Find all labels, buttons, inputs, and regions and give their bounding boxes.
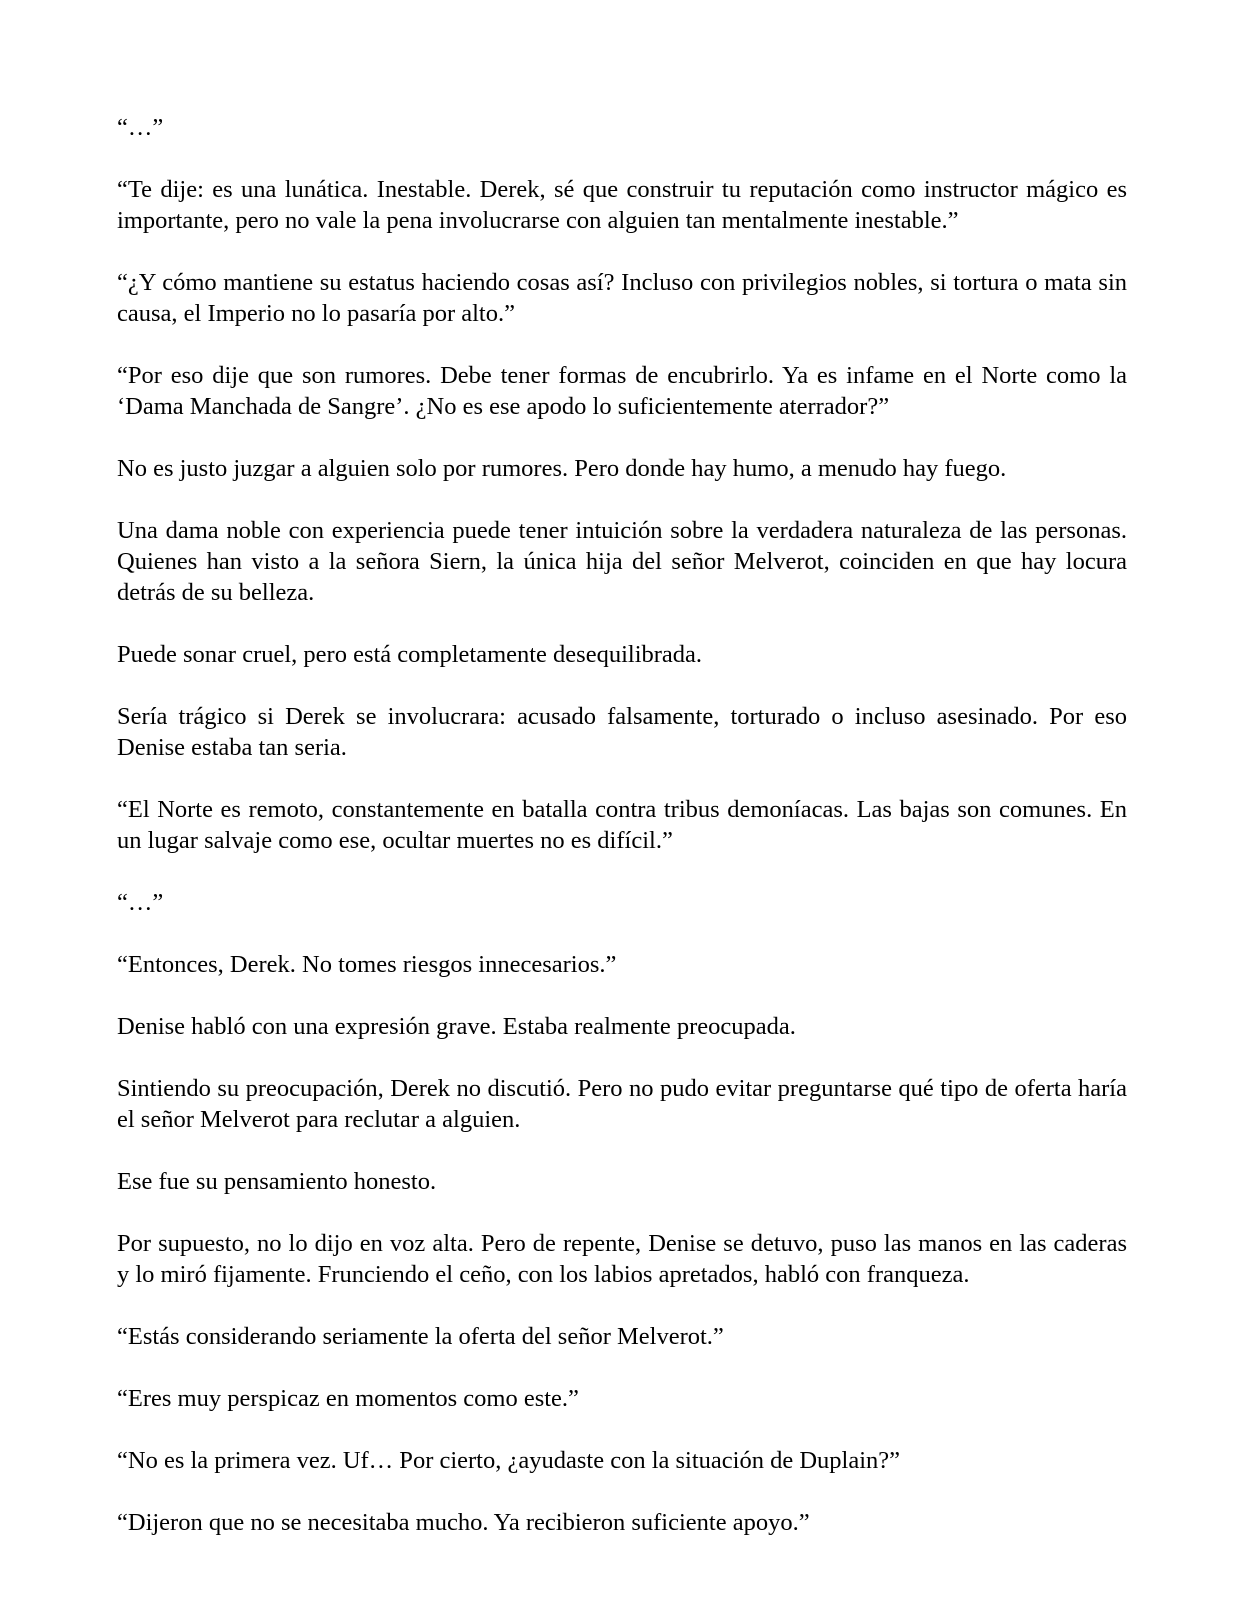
paragraph-7: Puede sonar cruel, pero está completamente desequilibrada. xyxy=(117,641,703,668)
paragraph-14: Ese fue su pensamiento honesto. xyxy=(117,1168,437,1195)
paragraph-18: “No es la primera vez. Uf… Por cierto, ¿ayudaste con la situación de Duplain?” xyxy=(117,1447,901,1474)
paragraph-9: “El Norte es remoto, constantemente en batalla contra tribus demoníacas. Las bajas son comunes. En un lugar salvaje como ese, ocultar muertes no es difícil.” xyxy=(117,796,1127,854)
paragraph-12: Denise habló con una expresión grave. Estaba realmente preocupada. xyxy=(117,1013,796,1040)
paragraph-10: “…” xyxy=(117,889,164,916)
paragraph-4: “Por eso dije que son rumores. Debe tener formas de encubrirlo. Ya es infame en el Norte como la ‘Dama Manchada de Sangre’. ¿No es ese apodo lo suficientemente aterrador?” xyxy=(117,362,1127,420)
paragraph-3: “¿Y cómo mantiene su estatus haciendo cosas así? Incluso con privilegios nobles, si tortura o mata sin causa, el Imperio no lo pasaría por alto.” xyxy=(117,269,1127,327)
paragraph-16: “Estás considerando seriamente la oferta del señor Melverot.” xyxy=(117,1323,724,1350)
paragraph-2: “Te dije: es una lunática. Inestable. Derek, sé que construir tu reputación como instructor mágico es importante, pero no vale la pena involucrarse con alguien tan mentalmente inestable.” xyxy=(117,176,1127,234)
paragraph-1: “…” xyxy=(117,114,164,141)
document-page xyxy=(117,112,1127,1538)
paragraph-19: “Dijeron que no se necesitaba mucho. Ya recibieron suficiente apoyo.” xyxy=(117,1509,810,1536)
paragraph-5: No es justo juzgar a alguien solo por rumores. Pero donde hay humo, a menudo hay fuego. xyxy=(117,455,1007,482)
paragraph-11: “Entonces, Derek. No tomes riesgos innecesarios.” xyxy=(117,951,617,978)
paragraph-6: Una dama noble con experiencia puede tener intuición sobre la verdadera naturaleza de las personas. Quienes han visto a la señora Siern, la única hija del señor Melverot, coinciden en que hay locura detrás de su belleza. xyxy=(117,517,1127,606)
paragraph-17: “Eres muy perspicaz en momentos como este.” xyxy=(117,1385,579,1412)
paragraph-8: Sería trágico si Derek se involucrara: acusado falsamente, torturado o incluso asesinado. Por eso Denise estaba tan seria. xyxy=(117,703,1127,761)
paragraph-13: Sintiendo su preocupación, Derek no discutió. Pero no pudo evitar preguntarse qué tipo de oferta haría el señor Melverot para reclutar a alguien. xyxy=(117,1075,1127,1133)
paragraph-15: Por supuesto, no lo dijo en voz alta. Pero de repente, Denise se detuvo, puso las manos en las caderas y lo miró fijamente. Frunciendo el ceño, con los labios apretados, habló con franqueza. xyxy=(117,1230,1127,1288)
